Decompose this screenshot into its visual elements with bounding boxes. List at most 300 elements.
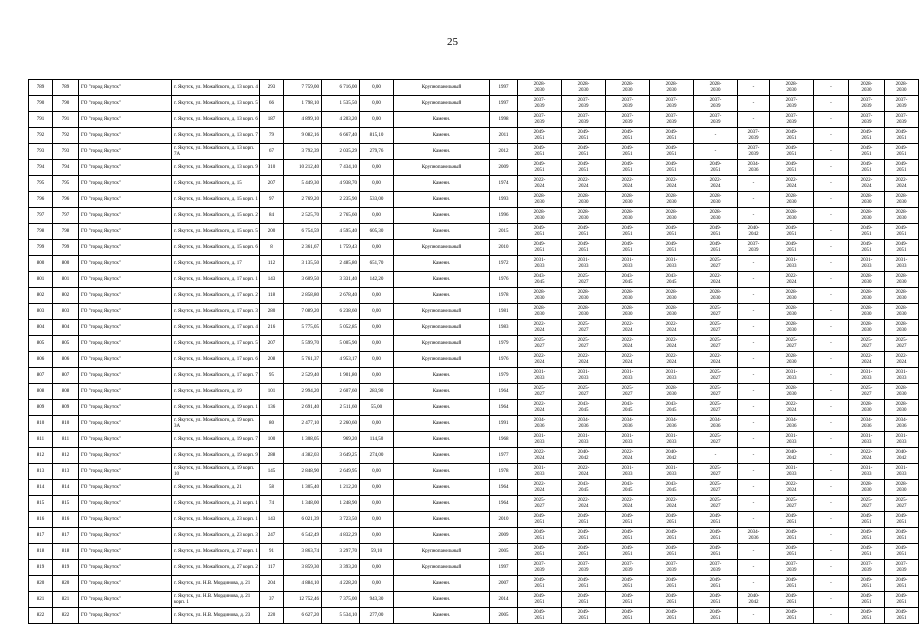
- repair-period-cell: [814, 544, 849, 560]
- repair-period-cell: [606, 576, 650, 592]
- period-start: 2049-: [895, 513, 908, 519]
- repair-period-cell: [814, 480, 849, 496]
- nonresidential-area-cell: 0,00: [360, 208, 394, 224]
- period-start: 2049-: [533, 529, 546, 535]
- period-end: 2039: [578, 103, 589, 109]
- repair-period-cell: [849, 128, 885, 144]
- owner-cell: ГО "город Якутск": [79, 272, 172, 288]
- period-end: 2036: [710, 423, 721, 429]
- period-end: 2051: [578, 615, 589, 621]
- period-end: 2030: [710, 199, 721, 205]
- year-built-cell: 1993: [490, 192, 518, 208]
- row-number-cell: 793: [29, 144, 53, 160]
- period-start: -: [830, 388, 832, 394]
- year-built-cell: 1978: [490, 288, 518, 304]
- owner-cell: ГО "город Якутск": [79, 336, 172, 352]
- nonresidential-area-cell: 0,00: [360, 320, 394, 336]
- apartments-cell: 112: [260, 256, 284, 272]
- period-end: 2039: [622, 567, 633, 573]
- period-start: 2037-: [709, 561, 722, 567]
- table-row: [29, 528, 919, 544]
- repair-period-cell: [770, 480, 814, 496]
- period-start: 2022-: [895, 177, 908, 183]
- period-start: -: [752, 516, 755, 522]
- total-area-cell: 3 792,39: [284, 144, 322, 160]
- nonresidential-area-cell: 0,00: [360, 288, 394, 304]
- period-start: 2049-: [709, 513, 722, 519]
- period-start: 2022-: [533, 321, 546, 327]
- period-start: 2028-: [785, 81, 798, 87]
- period-end: 2051: [786, 615, 797, 621]
- period-start: 2022-: [860, 449, 873, 455]
- period-end: 2033: [534, 263, 545, 269]
- period-start: 2049-: [577, 161, 590, 167]
- nonresidential-area-cell: 0,00: [360, 464, 394, 480]
- repair-period-cell: [849, 608, 885, 624]
- nonresidential-area-cell: 0,00: [360, 528, 394, 544]
- repair-period-cell: [738, 464, 770, 480]
- table-row: [29, 608, 919, 624]
- nonresidential-area-cell: 943,30: [360, 592, 394, 608]
- total-area-cell: 3 863,74: [284, 544, 322, 560]
- row-number-cell: 799: [29, 240, 53, 256]
- period-end: 2030: [578, 295, 589, 301]
- nonresidential-area-cell: 114,50: [360, 432, 394, 448]
- period-end: 2030: [861, 295, 872, 301]
- repair-period-cell: [770, 496, 814, 512]
- living-area-cell: 4 228,20: [322, 576, 360, 592]
- period-start: 2049-: [895, 129, 908, 135]
- period-start: 2049-: [665, 225, 678, 231]
- repair-period-cell: [650, 480, 694, 496]
- period-start: 2022-: [785, 177, 798, 183]
- period-start: 2028-: [895, 81, 908, 87]
- period-end: 2039: [666, 119, 677, 125]
- period-end: 2051: [622, 551, 633, 557]
- repair-period-cell: [694, 576, 738, 592]
- period-start: 2049-: [709, 225, 722, 231]
- period-end: 2024: [534, 359, 545, 365]
- address-cell: г. Якутск, ул. Можайского, д. 19 корп. 3А: [172, 416, 260, 432]
- address-cell: г. Якутск, ул. Н.В. Мординова, д. 21 корп. 1: [172, 592, 260, 608]
- apartments-cell: 118: [260, 288, 284, 304]
- repair-period-cell: [885, 528, 919, 544]
- period-end: 2051: [622, 583, 633, 589]
- year-built-cell: 1981: [490, 304, 518, 320]
- address-cell: г. Якутск, ул. Н.В. Мординова, д. 23: [172, 608, 260, 624]
- wall-material-cell: Каменн.: [394, 112, 490, 128]
- period-end: 2030: [861, 311, 872, 317]
- repair-period-cell: [885, 352, 919, 368]
- repair-period-cell: [650, 160, 694, 176]
- total-area-cell: 2 994,20: [284, 384, 322, 400]
- repair-period-cell: [770, 576, 814, 592]
- table-row: [29, 208, 919, 224]
- period-start: 2049-: [860, 129, 873, 135]
- period-start: 2022-: [621, 497, 634, 503]
- repair-period-cell: [694, 336, 738, 352]
- period-end: 2030: [622, 295, 633, 301]
- period-end: 2033: [622, 263, 633, 269]
- period-start: 2049-: [785, 129, 798, 135]
- period-start: 2028-: [895, 289, 908, 295]
- period-end: 2051: [710, 583, 721, 589]
- period-end: 2051: [578, 551, 589, 557]
- period-end: 2039: [861, 567, 872, 573]
- repair-period-cell: [770, 224, 814, 240]
- period-end: 2036: [786, 423, 797, 429]
- year-built-cell: 1976: [490, 352, 518, 368]
- repair-period-cell: [606, 384, 650, 400]
- year-built-cell: 2010: [490, 240, 518, 256]
- period-end: 2024: [622, 183, 633, 189]
- period-end: 2051: [622, 151, 633, 157]
- period-start: 2031-: [533, 433, 546, 439]
- owner-cell: ГО "город Якутск": [79, 256, 172, 272]
- repair-period-cell: [562, 288, 606, 304]
- address-cell: г. Якутск, ул. Можайского, д. 17 корп. 2: [172, 288, 260, 304]
- period-end: 2030: [666, 295, 677, 301]
- repair-period-cell: [814, 368, 849, 384]
- period-start: 2037-: [785, 113, 798, 119]
- period-start: 2028-: [785, 321, 798, 327]
- address-cell: г. Якутск, ул. Можайского, д. 19 корп. 10: [172, 464, 260, 480]
- period-end: 2030: [578, 199, 589, 205]
- apartments-cell: 101: [260, 384, 284, 400]
- wall-material-cell: Каменн.: [394, 224, 490, 240]
- address-cell: г. Якутск, ул. Можайского, д. 17 корп. 1: [172, 272, 260, 288]
- period-end: 2051: [534, 599, 545, 605]
- repair-period-cell: [770, 176, 814, 192]
- period-start: -: [752, 308, 755, 314]
- total-area-cell: 4 899,10: [284, 112, 322, 128]
- repair-period-cell: [562, 144, 606, 160]
- period-end: 2027: [710, 263, 721, 269]
- period-end: 2051: [786, 519, 797, 525]
- period-start: 2049-: [577, 545, 590, 551]
- repair-period-cell: [650, 240, 694, 256]
- table-row: [29, 352, 919, 368]
- period-start: 2025-: [621, 385, 634, 391]
- period-end: 2024: [786, 487, 797, 493]
- period-start: 2049-: [577, 529, 590, 535]
- period-start: 2028-: [665, 81, 678, 87]
- apartments-cell: 37: [260, 592, 284, 608]
- period-end: 2024: [534, 487, 545, 493]
- repair-period-cell: [518, 336, 562, 352]
- repair-period-cell: [650, 384, 694, 400]
- living-area-cell: 2 765,60: [322, 208, 360, 224]
- repair-period-cell: [606, 160, 650, 176]
- period-end: 2051: [666, 519, 677, 525]
- repair-period-cell: [738, 96, 770, 112]
- repair-period-cell: [885, 400, 919, 416]
- nonresidential-area-cell: 0,00: [360, 560, 394, 576]
- period-start: 2049-: [785, 225, 798, 231]
- period-end: 2051: [896, 231, 907, 237]
- living-area-cell: 5 534,10: [322, 608, 360, 624]
- table-body: [29, 80, 919, 624]
- period-start: 2049-: [577, 241, 590, 247]
- wall-material-cell: Крупнопанельный: [394, 352, 490, 368]
- repair-period-cell: [606, 272, 650, 288]
- address-cell: г. Якутск, ул. Можайского, д. 15 корп. 1: [172, 192, 260, 208]
- total-area-cell: 3 609,50: [284, 272, 322, 288]
- table-row: [29, 112, 919, 128]
- repair-period-cell: [738, 576, 770, 592]
- period-start: -: [752, 276, 755, 282]
- period-end: 2051: [666, 535, 677, 541]
- period-end: 2045: [622, 487, 633, 493]
- period-end: 2051: [534, 535, 545, 541]
- owner-cell: ГО "город Якутск": [79, 480, 172, 496]
- period-start: 2025-: [785, 337, 798, 343]
- nonresidential-area-cell: 279,76: [360, 144, 394, 160]
- address-cell: г. Якутск, ул. Можайского, д. 27 корп. 2: [172, 560, 260, 576]
- row-number-2-cell: 822: [53, 608, 79, 624]
- period-end: 2027: [896, 503, 907, 509]
- repair-period-cell: [694, 272, 738, 288]
- period-start: 2028-: [895, 385, 908, 391]
- period-end: 2030: [861, 199, 872, 205]
- table-row: [29, 288, 919, 304]
- period-end: 2051: [710, 615, 721, 621]
- table-row: [29, 560, 919, 576]
- period-start: 2031-: [895, 257, 908, 263]
- period-end: 2027: [578, 343, 589, 349]
- period-start: 2049-: [860, 241, 873, 247]
- period-start: -: [830, 580, 832, 586]
- total-area-cell: 4 884,10: [284, 576, 322, 592]
- period-start: 2028-: [895, 193, 908, 199]
- period-end: 2027: [578, 279, 589, 285]
- period-start: 2025-: [709, 497, 722, 503]
- address-cell: г. Якутск, ул. Можайского, д. 19: [172, 384, 260, 400]
- repair-period-cell: [885, 144, 919, 160]
- repair-period-cell: [650, 288, 694, 304]
- period-end: 2030: [896, 215, 907, 221]
- period-start: 2028-: [665, 193, 678, 199]
- period-start: 2028-: [895, 321, 908, 327]
- period-end: 2030: [786, 295, 797, 301]
- period-end: 2036: [748, 535, 759, 541]
- row-number-2-cell: 789: [53, 80, 79, 96]
- repair-period-cell: [885, 112, 919, 128]
- wall-material-cell: Крупнопанельный: [394, 96, 490, 112]
- period-end: 2027: [710, 391, 721, 397]
- row-number-2-cell: 802: [53, 288, 79, 304]
- period-end: 2051: [534, 231, 545, 237]
- repair-period-cell: [694, 96, 738, 112]
- repair-period-cell: [562, 96, 606, 112]
- repair-period-cell: [694, 528, 738, 544]
- total-area-cell: 2 361,67: [284, 240, 322, 256]
- repair-period-cell: [650, 112, 694, 128]
- period-end: 2024: [578, 359, 589, 365]
- living-area-cell: 1 535,50: [322, 96, 360, 112]
- table-row: [29, 304, 919, 320]
- apartments-cell: 145: [260, 464, 284, 480]
- repair-period-cell: [606, 432, 650, 448]
- row-number-cell: 816: [29, 512, 53, 528]
- row-number-2-cell: 814: [53, 480, 79, 496]
- nonresidential-area-cell: 0,00: [360, 176, 394, 192]
- period-start: 2037-: [621, 97, 634, 103]
- period-end: 2051: [534, 135, 545, 141]
- repair-period-cell: [562, 576, 606, 592]
- period-end: 2051: [578, 167, 589, 173]
- period-start: 2028-: [533, 81, 546, 87]
- row-number-2-cell: 808: [53, 384, 79, 400]
- period-start: 2022-: [709, 273, 722, 279]
- period-start: -: [752, 260, 755, 266]
- period-start: 2037-: [577, 113, 590, 119]
- apartments-cell: 66: [260, 96, 284, 112]
- row-number-cell: 801: [29, 272, 53, 288]
- period-start: -: [752, 468, 755, 474]
- period-end: 2051: [786, 599, 797, 605]
- living-area-cell: 1 759,43: [322, 240, 360, 256]
- repair-period-cell: [518, 144, 562, 160]
- total-area-cell: 3 135,50: [284, 256, 322, 272]
- repair-period-cell: [885, 448, 919, 464]
- period-start: 2022-: [577, 497, 590, 503]
- period-start: 2049-: [785, 161, 798, 167]
- owner-cell: ГО "город Якутск": [79, 560, 172, 576]
- period-end: 2030: [534, 311, 545, 317]
- period-start: 2028-: [621, 193, 634, 199]
- living-area-cell: 3 649,25: [322, 448, 360, 464]
- repair-period-cell: [650, 176, 694, 192]
- row-number-2-cell: 816: [53, 512, 79, 528]
- period-start: -: [830, 244, 832, 250]
- period-start: 2031-: [860, 433, 873, 439]
- repair-period-cell: [770, 608, 814, 624]
- row-number-cell: 800: [29, 256, 53, 272]
- repair-period-cell: [738, 592, 770, 608]
- row-number-2-cell: 790: [53, 96, 79, 112]
- repair-period-cell: [738, 528, 770, 544]
- period-start: 2049-: [785, 513, 798, 519]
- repair-period-cell: [849, 384, 885, 400]
- period-end: 2027: [710, 343, 721, 349]
- year-built-cell: 1964: [490, 480, 518, 496]
- period-end: 2051: [666, 167, 677, 173]
- period-start: 2049-: [577, 513, 590, 519]
- repair-period-cell: [885, 288, 919, 304]
- period-end: 2039: [710, 103, 721, 109]
- year-built-cell: 2005: [490, 544, 518, 560]
- repair-period-cell: [562, 208, 606, 224]
- period-end: 2033: [861, 471, 872, 477]
- period-start: 2049-: [709, 545, 722, 551]
- apartments-cell: 117: [260, 560, 284, 576]
- repair-period-cell: [562, 560, 606, 576]
- period-end: 2042: [786, 455, 797, 461]
- living-area-cell: 1 248,90: [322, 496, 360, 512]
- repair-period-cell: [738, 288, 770, 304]
- nonresidential-area-cell: 815,10: [360, 128, 394, 144]
- repair-period-cell: [606, 496, 650, 512]
- period-start: -: [830, 484, 832, 490]
- repair-period-cell: [885, 272, 919, 288]
- repair-period-cell: [650, 592, 694, 608]
- repair-period-cell: [738, 224, 770, 240]
- period-end: 2024: [786, 183, 797, 189]
- row-number-cell: 792: [29, 128, 53, 144]
- repair-period-cell: [650, 560, 694, 576]
- period-start: 2025-: [709, 433, 722, 439]
- repair-period-cell: [606, 400, 650, 416]
- period-start: 2028-: [621, 209, 634, 215]
- repair-period-cell: [849, 224, 885, 240]
- repair-period-cell: [738, 192, 770, 208]
- period-start: 2049-: [533, 513, 546, 519]
- address-cell: г. Якутск, ул. Можайского, д. 17 корп. 3: [172, 304, 260, 320]
- period-start: 2022-: [621, 449, 634, 455]
- period-start: -: [752, 324, 755, 330]
- period-end: 2051: [666, 151, 677, 157]
- period-start: -: [830, 564, 832, 570]
- period-end: 2024: [578, 471, 589, 477]
- owner-cell: ГО "город Якутск": [79, 224, 172, 240]
- row-number-cell: 789: [29, 80, 53, 96]
- period-end: 2036: [896, 423, 907, 429]
- period-end: 2051: [578, 247, 589, 253]
- period-end: 2030: [666, 215, 677, 221]
- year-built-cell: 1998: [490, 112, 518, 128]
- period-end: 2036: [622, 423, 633, 429]
- period-start: 2037-: [747, 129, 760, 135]
- repair-period-cell: [518, 128, 562, 144]
- repair-period-cell: [814, 96, 849, 112]
- period-end: 2027: [710, 487, 721, 493]
- period-start: 2034-: [747, 529, 760, 535]
- apartments-cell: 143: [260, 512, 284, 528]
- period-start: 2028-: [621, 81, 634, 87]
- row-number-2-cell: 791: [53, 112, 79, 128]
- period-start: 2037-: [709, 97, 722, 103]
- table-row: [29, 464, 919, 480]
- period-start: -: [714, 148, 717, 154]
- row-number-cell: 818: [29, 544, 53, 560]
- table-row: [29, 480, 919, 496]
- period-end: 2027: [896, 343, 907, 349]
- address-cell: г. Якутск, ул. Можайского, д. 13 корп. 6: [172, 112, 260, 128]
- repair-period-cell: [849, 80, 885, 96]
- repair-period-cell: [518, 400, 562, 416]
- period-start: -: [752, 100, 755, 106]
- owner-cell: ГО "город Якутск": [79, 448, 172, 464]
- period-start: -: [830, 420, 832, 426]
- period-start: 2022-: [533, 481, 546, 487]
- period-start: 2022-: [533, 401, 546, 407]
- period-start: 2028-: [785, 353, 798, 359]
- period-start: 2031-: [785, 257, 798, 263]
- nonresidential-area-cell: 0,00: [360, 416, 394, 432]
- year-built-cell: 2011: [490, 128, 518, 144]
- period-end: 2051: [861, 551, 872, 557]
- period-start: 2049-: [621, 529, 634, 535]
- period-start: 2049-: [895, 593, 908, 599]
- period-end: 2036: [666, 423, 677, 429]
- period-end: 2039: [534, 103, 545, 109]
- period-start: 2049-: [709, 529, 722, 535]
- period-end: 2033: [534, 375, 545, 381]
- apartments-cell: 74: [260, 496, 284, 512]
- year-built-cell: 2009: [490, 160, 518, 176]
- period-end: 2039: [896, 119, 907, 125]
